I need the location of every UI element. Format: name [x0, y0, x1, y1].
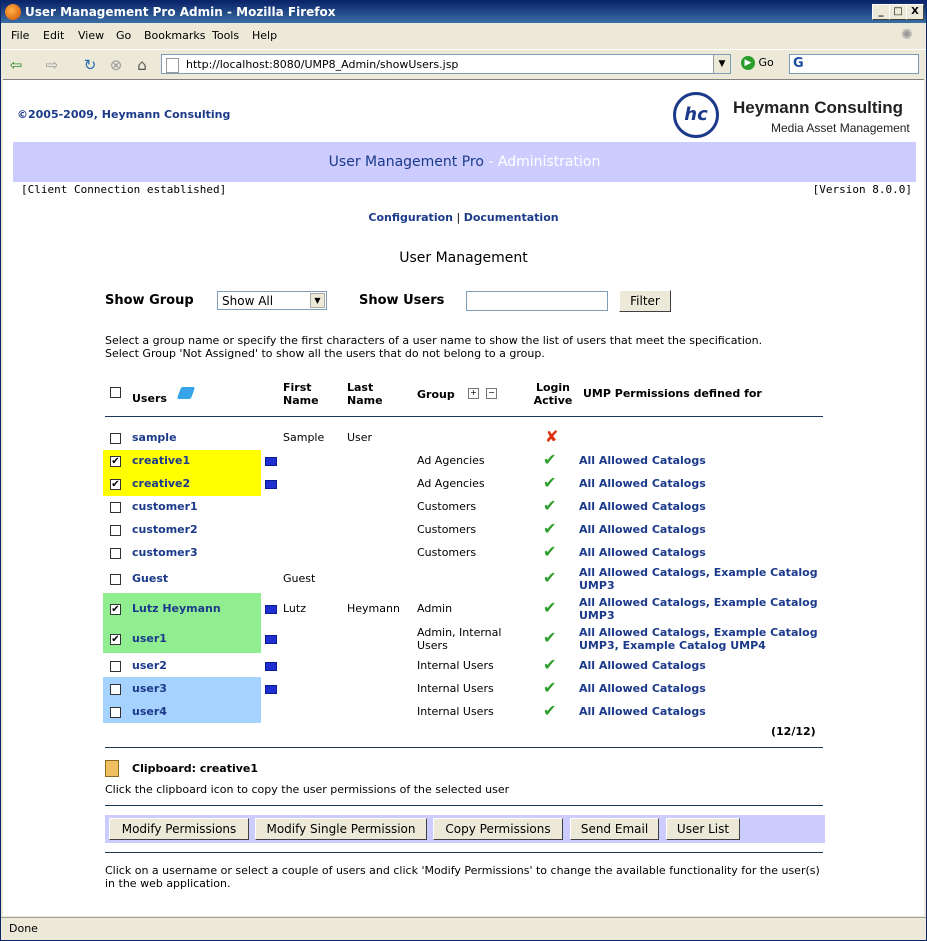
row-checkbox[interactable] [110, 502, 121, 513]
show-group-label: Show Group [105, 293, 194, 308]
active-check-icon: ✔ [543, 473, 557, 492]
forward-icon[interactable]: ⇨ [45, 56, 59, 74]
group-name: Internal Users [417, 705, 494, 718]
show-users-label: Show Users [359, 293, 445, 308]
username-link[interactable]: customer1 [132, 500, 198, 513]
home-icon[interactable]: ⌂ [137, 56, 147, 74]
email-icon[interactable] [265, 605, 277, 614]
username-link[interactable]: creative1 [132, 454, 191, 467]
menu-bar [1, 25, 926, 45]
active-check-icon: ✔ [543, 628, 557, 647]
status-text: Done [9, 922, 38, 935]
menu-file[interactable]: File [11, 29, 30, 42]
go-icon: ▶ [741, 56, 755, 70]
send-email-button[interactable]: Send Email [570, 818, 659, 840]
col-login-active: Login Active [533, 381, 573, 407]
group-name: Admin [417, 602, 453, 615]
active-check-icon: ✔ [543, 598, 557, 617]
active-check-icon: ✔ [543, 450, 557, 469]
version-label: [Version 8.0.0] [812, 183, 912, 196]
group-name: Admin, Internal Users [417, 626, 502, 652]
table-divider [105, 747, 823, 748]
group-name: Customers [417, 500, 477, 513]
row-checkbox[interactable] [110, 525, 121, 536]
throbber-icon: ✺ [901, 27, 913, 43]
url-text: http://localhost:8080/UMP8_Admin/showUsers.jsp [186, 58, 459, 71]
username-link[interactable]: Lutz Heymann [132, 602, 221, 615]
select-all-checkbox[interactable] [110, 387, 121, 398]
chevron-down-icon: ▼ [310, 293, 325, 308]
top-links [3, 211, 924, 224]
row-checkbox[interactable]: ✔ [111, 479, 120, 490]
active-check-icon: ✔ [543, 678, 557, 697]
menu-help[interactable]: Help [252, 29, 278, 42]
app-header [13, 142, 916, 182]
row-checkbox[interactable] [110, 661, 121, 672]
users-search-input[interactable] [466, 291, 608, 311]
app-subtitle: - Administration [483, 154, 601, 170]
configuration-link[interactable]: Configuration [368, 211, 453, 224]
filter-help-line2: Select Group 'Not Assigned' to show all the users that do not belong to a group. [105, 347, 545, 360]
window-title: User Management Pro Admin - Mozilla Firefox [25, 5, 336, 19]
copy-permissions-button[interactable]: Copy Permissions [433, 818, 563, 840]
col-last-name: Last Name [347, 381, 383, 407]
close-button[interactable]: X [906, 4, 924, 20]
email-icon[interactable] [265, 662, 277, 671]
row-checkbox[interactable]: ✔ [111, 456, 120, 467]
permissions-link[interactable]: All Allowed Catalogs [579, 523, 706, 536]
permissions-link[interactable]: All Allowed Catalogs [579, 659, 706, 672]
username-link[interactable]: user3 [132, 682, 167, 695]
status-bar [1, 917, 926, 940]
active-check-icon: ✔ [543, 496, 557, 515]
username-link[interactable]: user1 [132, 632, 167, 645]
col-group: Group [417, 388, 455, 401]
filter-help [105, 334, 762, 360]
permissions-link[interactable]: All Allowed Catalogs [579, 682, 706, 695]
action-bar [105, 815, 825, 843]
group-select[interactable] [217, 291, 327, 310]
col-permissions: UMP Permissions defined for [583, 387, 762, 400]
row-checkbox[interactable] [110, 707, 121, 718]
modify-single-permission-button[interactable]: Modify Single Permission [255, 818, 427, 840]
footer-divider [105, 852, 823, 853]
username-link[interactable]: user2 [132, 659, 167, 672]
email-icon[interactable] [265, 685, 277, 694]
link-separator: | [452, 211, 464, 224]
clipboard-divider [105, 805, 823, 806]
clipboard-label: Clipboard: creative1 [132, 762, 259, 775]
username-link[interactable]: Guest [132, 572, 169, 585]
email-icon[interactable] [265, 457, 277, 466]
clipboard-help: Click the clipboard icon to copy the user permissions of the selected user [105, 783, 510, 796]
active-check-icon: ✔ [543, 542, 557, 561]
page-content [3, 79, 924, 916]
email-icon[interactable] [265, 480, 277, 489]
row-checkbox[interactable] [110, 574, 121, 585]
username-link[interactable]: creative2 [132, 477, 191, 490]
permissions-link[interactable]: All Allowed Catalogs [579, 546, 706, 559]
col-first-name: First Name [283, 381, 319, 407]
search-input[interactable] [789, 54, 919, 74]
group-name: Customers [417, 523, 477, 536]
connection-status: [Client Connection established] [21, 183, 227, 196]
username-link[interactable]: user4 [132, 705, 167, 718]
brand-subtitle: Media Asset Management [771, 121, 910, 135]
last-name: User [347, 431, 373, 444]
google-icon: G [793, 56, 804, 71]
active-check-icon: ✔ [543, 701, 557, 720]
group-name: Internal Users [417, 682, 494, 695]
first-name: Guest [283, 572, 316, 585]
group-name: Ad Agencies [417, 454, 485, 467]
permissions-link[interactable]: All Allowed Catalogs, Example Catalog UMP3, Example Catalog UMP4 [579, 626, 818, 652]
first-name: Lutz [283, 602, 306, 615]
menu-go[interactable]: Go [116, 29, 132, 42]
active-check-icon: ✔ [543, 519, 557, 538]
permissions-link[interactable]: All Allowed Catalogs, Example Catalog UMP3 [579, 596, 818, 622]
highlight-blue [103, 677, 261, 723]
clipboard-icon[interactable] [105, 760, 119, 777]
reload-icon[interactable]: ↻ [83, 56, 97, 74]
menu-tools[interactable]: Tools [212, 29, 240, 42]
row-checkbox[interactable] [110, 548, 121, 559]
app-title: User Management Pro [328, 154, 484, 170]
copyright: ©2005-2009, Heymann Consulting [17, 108, 231, 121]
group-name: Internal Users [417, 659, 494, 672]
firefox-icon [5, 4, 21, 20]
first-name: Sample [283, 431, 325, 444]
url-dropdown-icon[interactable]: ▼ [713, 55, 730, 73]
minimize-button[interactable]: _ [872, 4, 890, 20]
go-button[interactable] [741, 56, 774, 70]
footer-help: Click on a username or select a couple of users and click 'Modify Permissions' to change the available functionality for the user(s) in the web application. [105, 864, 820, 890]
section-title: User Management [399, 250, 528, 266]
back-icon[interactable]: ⇦ [9, 56, 23, 74]
page-icon [166, 58, 179, 73]
email-icon[interactable] [265, 635, 277, 644]
permissions-link[interactable]: All Allowed Catalogs [579, 500, 706, 513]
brand-name: Heymann Consulting [733, 98, 904, 117]
permissions-link[interactable]: All Allowed Catalogs, Example Catalog UMP3 [579, 566, 818, 592]
group-name: Customers [417, 546, 477, 559]
active-check-icon: ✔ [543, 568, 557, 587]
inactive-icon: ✘ [545, 427, 559, 446]
col-users: Users [132, 392, 167, 405]
title-bar [1, 1, 926, 23]
stop-icon[interactable]: ⊗ [109, 56, 123, 74]
active-check-icon: ✔ [543, 655, 557, 674]
expand-icon[interactable]: + [468, 388, 479, 399]
url-bar[interactable] [161, 54, 731, 74]
menu-edit[interactable]: Edit [43, 29, 65, 42]
go-label: Go [758, 56, 774, 69]
username-link[interactable]: sample [132, 431, 177, 444]
username-link[interactable]: customer3 [132, 546, 198, 559]
heymann-logo: hc [673, 92, 719, 138]
permissions-link[interactable]: All Allowed Catalogs [579, 705, 706, 718]
last-name: Heymann [347, 602, 400, 615]
filter-help-line1: Select a group name or specify the first characters of a user name to show the list of users that meet the specification. [105, 334, 763, 347]
group-name: Ad Agencies [417, 477, 485, 490]
row-checkbox[interactable] [110, 684, 121, 695]
header-divider [105, 416, 823, 417]
row-checkbox[interactable]: ✔ [111, 634, 120, 645]
menu-bookmarks[interactable]: Bookmarks [144, 29, 206, 42]
username-link[interactable]: customer2 [132, 523, 198, 536]
row-checkbox[interactable] [110, 433, 121, 444]
group-select-value: Show All [222, 294, 274, 308]
result-count: (12/12) [771, 725, 816, 738]
maximize-button[interactable]: □ [889, 4, 907, 20]
menu-view[interactable]: View [78, 29, 105, 42]
documentation-link[interactable]: Documentation [463, 211, 559, 224]
modify-permissions-button[interactable]: Modify Permissions [109, 818, 249, 840]
permissions-link[interactable]: All Allowed Catalogs [579, 454, 706, 467]
permissions-link[interactable]: All Allowed Catalogs [579, 477, 706, 490]
pencil-icon[interactable] [177, 387, 195, 399]
user-list-button[interactable]: User List [666, 818, 740, 840]
collapse-icon[interactable]: − [486, 388, 497, 399]
row-checkbox[interactable]: ✔ [111, 604, 120, 615]
filter-button[interactable]: Filter [619, 290, 671, 312]
navigation-toolbar [1, 49, 926, 78]
